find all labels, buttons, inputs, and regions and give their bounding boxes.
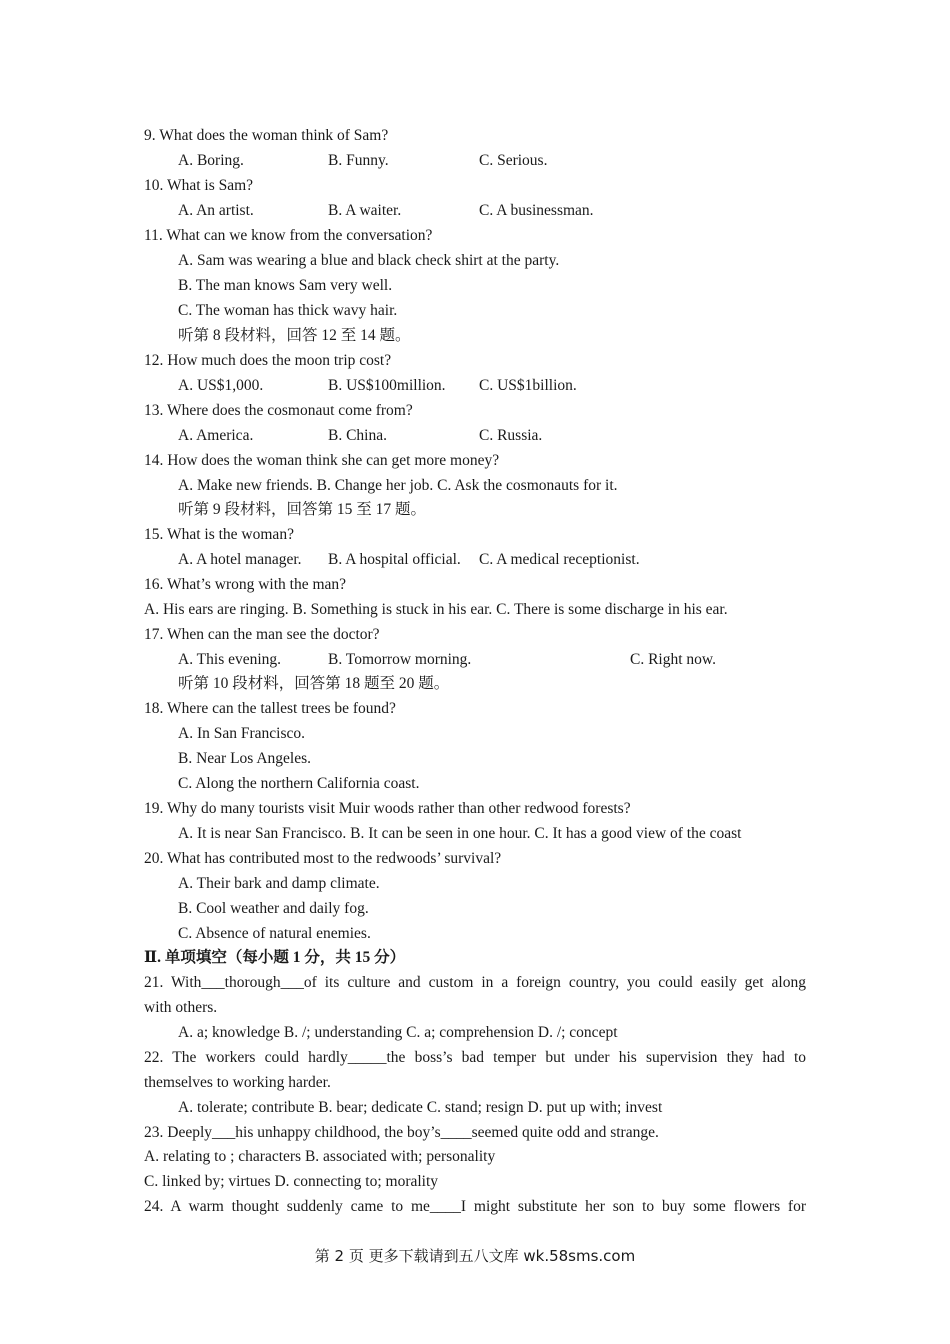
q20-option-a: A. Their bark and damp climate. xyxy=(178,875,380,892)
q15-stem: 15. What is the woman? xyxy=(144,526,294,543)
q22-options: A. tolerate; contribute B. bear; dedicate C. stand; resign D. put up with; invest xyxy=(178,1099,663,1116)
q15-option-b: B. A hospital official. xyxy=(328,551,461,568)
q13-option-a: A. America. xyxy=(178,427,254,444)
q14-stem: 14. How does the woman think she can get more money? xyxy=(144,452,500,469)
q17-option-b: B. Tomorrow morning. xyxy=(328,651,472,668)
q23-options-line-2: C. linked by; virtues D. connecting to; morality xyxy=(144,1173,439,1190)
q22-stem-line-1: 22. The workers could hardly_____the boss’s bad temper but under his supervision they had to xyxy=(144,1049,806,1066)
q23-options-line-1: A. relating to ; characters B. associated with; personality xyxy=(144,1148,496,1165)
q15-options xyxy=(178,550,818,570)
part-2-heading: Ⅱ. 单项填空（每小题 1 分，共 15 分） xyxy=(144,949,406,966)
q9-option-b: B. Funny. xyxy=(328,152,389,169)
q17-option-c: C. Right now. xyxy=(630,651,716,668)
page-footer: 第 2 页 更多下载请到五八文库 wk.58sms.com xyxy=(314,1247,636,1265)
q11-option-c: C. The woman has thick wavy hair. xyxy=(178,302,398,319)
q23-stem: 23. Deeply___his unhappy childhood, the boy’s____seemed quite odd and strange. xyxy=(144,1124,659,1141)
section-10-instruction: 听第 10 段材料，回答第 18 题至 20 题。 xyxy=(178,675,450,692)
q10-stem: 10. What is Sam? xyxy=(144,177,254,194)
q12-stem: 12. How much does the moon trip cost? xyxy=(144,352,392,369)
q20-option-b: B. Cool weather and daily fog. xyxy=(178,900,369,917)
q18-option-b: B. Near Los Angeles. xyxy=(178,750,312,767)
q21-stem-line-2: with others. xyxy=(144,999,218,1016)
q14-options: A. Make new friends. B. Change her job. C. Ask the cosmonauts for it. xyxy=(178,477,618,494)
q17-option-a: A. This evening. xyxy=(178,651,282,668)
q11-stem: 11. What can we know from the conversation? xyxy=(144,227,433,244)
q10-option-b: B. A waiter. xyxy=(328,202,402,219)
q16-stem: 16. What’s wrong with the man? xyxy=(144,576,347,593)
q12-option-a: A. US$1,000. xyxy=(178,377,264,394)
q10-option-c: C. A businessman. xyxy=(479,202,594,219)
q10-option-a: A. An artist. xyxy=(178,202,254,219)
q11-option-b: B. The man knows Sam very well. xyxy=(178,277,393,294)
q20-stem: 20. What has contributed most to the redwoods’ survival? xyxy=(144,850,502,867)
q22-stem-line-2: themselves to working harder. xyxy=(144,1074,331,1091)
q9-option-a: A. Boring. xyxy=(178,152,244,169)
q19-stem: 19. Why do many tourists visit Muir woods rather than other redwood forests? xyxy=(144,800,631,817)
q12-option-c: C. US$1billion. xyxy=(479,377,577,394)
section-8-instruction: 听第 8 段材料，回答 12 至 14 题。 xyxy=(178,327,411,344)
q12-option-b: B. US$100million. xyxy=(328,377,446,394)
section-9-instruction: 听第 9 段材料，回答第 15 至 17 题。 xyxy=(178,501,427,518)
q21-stem-line-1: 21. With___thorough___of its culture and custom in a foreign country, you could easily get along xyxy=(144,974,806,991)
q13-stem: 13. Where does the cosmonaut come from? xyxy=(144,402,413,419)
q17-stem: 17. When can the man see the doctor? xyxy=(144,626,380,643)
q24-stem-line-1: 24. A warm thought suddenly came to me____I might substitute her son to buy some flowers for xyxy=(144,1198,806,1215)
q13-option-c: C. Russia. xyxy=(479,427,543,444)
q9-stem: 9. What does the woman think of Sam? xyxy=(144,127,389,144)
q18-stem: 18. Where can the tallest trees be found? xyxy=(144,700,396,717)
q10-options xyxy=(178,201,818,221)
q11-option-a: A. Sam was wearing a blue and black check shirt at the party. xyxy=(178,252,560,269)
q16-options: A. His ears are ringing. B. Something is stuck in his ear. C. There is some discharge in his ear. xyxy=(144,601,728,618)
q15-option-c: C. A medical receptionist. xyxy=(479,551,640,568)
q13-options xyxy=(178,426,818,446)
q19-options: A. It is near San Francisco. B. It can be seen in one hour. C. It has a good view of the coast xyxy=(178,825,742,842)
q21-options: A. a; knowledge B. /; understanding C. a; comprehension D. /; concept xyxy=(178,1024,618,1041)
q17-options xyxy=(178,650,818,670)
q20-option-c: C. Absence of natural enemies. xyxy=(178,925,371,942)
q13-option-b: B. China. xyxy=(328,427,387,444)
q15-option-a: A. A hotel manager. xyxy=(178,551,302,568)
q9-option-c: C. Serious. xyxy=(479,152,548,169)
q18-option-a: A. In San Francisco. xyxy=(178,725,305,742)
q18-option-c: C. Along the northern California coast. xyxy=(178,775,420,792)
q12-options xyxy=(178,376,818,396)
q9-options xyxy=(178,151,818,171)
